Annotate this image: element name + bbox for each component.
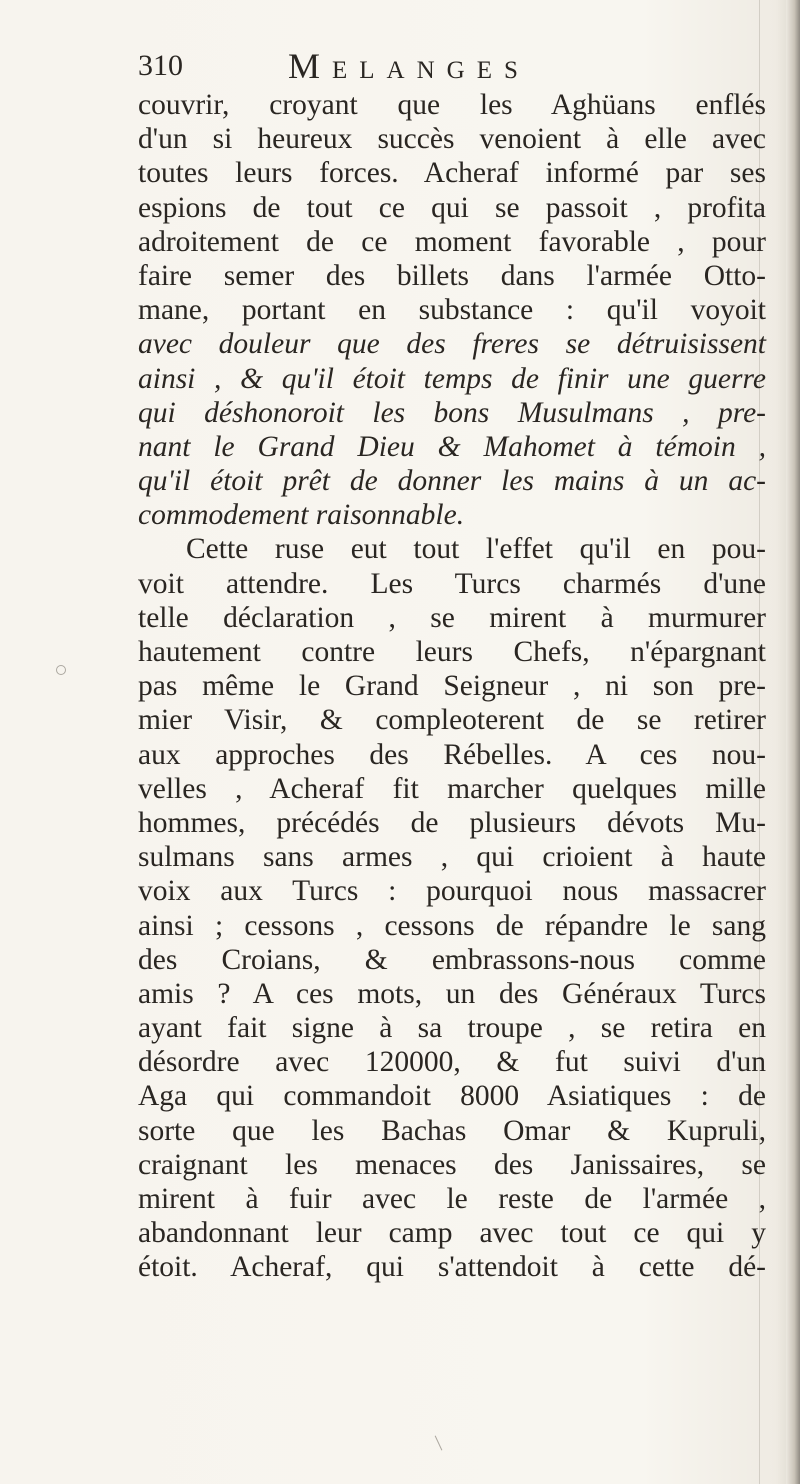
text-line: velles , Acheraf fit marcher quelques mille bbox=[138, 772, 766, 805]
text-line: Aga qui commandoit 8000 Asiatiques : de bbox=[138, 1080, 766, 1113]
running-title: Melanges bbox=[288, 46, 530, 86]
text-line: sulmans sans armes , qui crioient à haute bbox=[138, 841, 766, 874]
text-line: voit attendre. Les Turcs charmés d'une bbox=[138, 567, 766, 600]
text-line: ainsi ; cessons , cessons de répandre le sang bbox=[138, 909, 766, 942]
text-line: amis ? A ces mots, un des Généraux Turcs bbox=[138, 977, 766, 1010]
text-line: espions de tout ce qui se passoit , profita bbox=[138, 191, 766, 224]
text-line: étoit. Acheraf, qui s'attendoit à cette dé- bbox=[138, 1251, 766, 1284]
page-edge bbox=[786, 0, 800, 1484]
text-line: faire semer des billets dans l'armée Otto- bbox=[138, 259, 766, 292]
text-line: commodement raisonnable. bbox=[138, 499, 465, 532]
text-line: hautement contre leurs Chefs, n'épargnant bbox=[138, 636, 766, 668]
text-line: qu'il étoit prêt de donner les mains à un ac- bbox=[138, 465, 766, 498]
text-line: mirent à fuir avec le reste de l'armée , bbox=[138, 1183, 766, 1215]
margin-mark bbox=[56, 665, 66, 675]
text-line: avec douleur que des freres se détruisissent bbox=[138, 328, 766, 361]
text-line: des Croians, & embrassons-nous comme bbox=[138, 943, 766, 976]
text-line: d'un si heureux succès venoient à elle avec bbox=[138, 123, 766, 156]
text-line: mane, portant en substance : qu'il voyoit bbox=[138, 294, 766, 327]
text-line: adroitement de ce moment favorable , pour bbox=[138, 225, 766, 258]
text-line: toutes leurs forces. Acheraf informé par ses bbox=[138, 157, 766, 190]
text-line: qui déshonoroit les bons Musulmans , pre- bbox=[138, 396, 766, 429]
text-line: nant le Grand Dieu & Mahomet à témoin , bbox=[138, 430, 766, 463]
text-line: hommes, précédés de plusieurs dévots Mu- bbox=[138, 806, 766, 839]
text-line: ainsi , & qu'il étoit temps de finir une guerre bbox=[138, 362, 766, 395]
text-line: aux approches des Rébelles. A ces nou- bbox=[138, 738, 766, 771]
page-number: 310 bbox=[138, 49, 183, 82]
text-line: couvrir, croyant que les Aghüans enflés bbox=[138, 89, 766, 121]
page-header bbox=[138, 44, 678, 88]
text-body bbox=[138, 88, 766, 1285]
text-line: pas même le Grand Seigneur , ni son pre- bbox=[138, 670, 766, 703]
text-line: voix aux Turcs : pourquoi nous massacrer bbox=[138, 875, 766, 908]
text-line: craignant les menaces des Janissaires, se bbox=[138, 1148, 766, 1181]
text-line: sorte que les Bachas Omar & Kupruli, bbox=[138, 1114, 766, 1147]
text-line: abandonnant leur camp avec tout ce qui y bbox=[138, 1217, 766, 1250]
text-line: mier Visir, & compleoterent de se retirer bbox=[138, 704, 766, 737]
text-line: Cette ruse eut tout l'effet qu'il en pou- bbox=[186, 533, 766, 566]
text-line: ayant fait signe à sa troupe , se retira en bbox=[138, 1012, 766, 1045]
text-line: telle déclaration , se mirent à murmurer bbox=[138, 601, 766, 634]
text-line: désordre avec 120000, & fut suivi d'un bbox=[138, 1046, 766, 1079]
